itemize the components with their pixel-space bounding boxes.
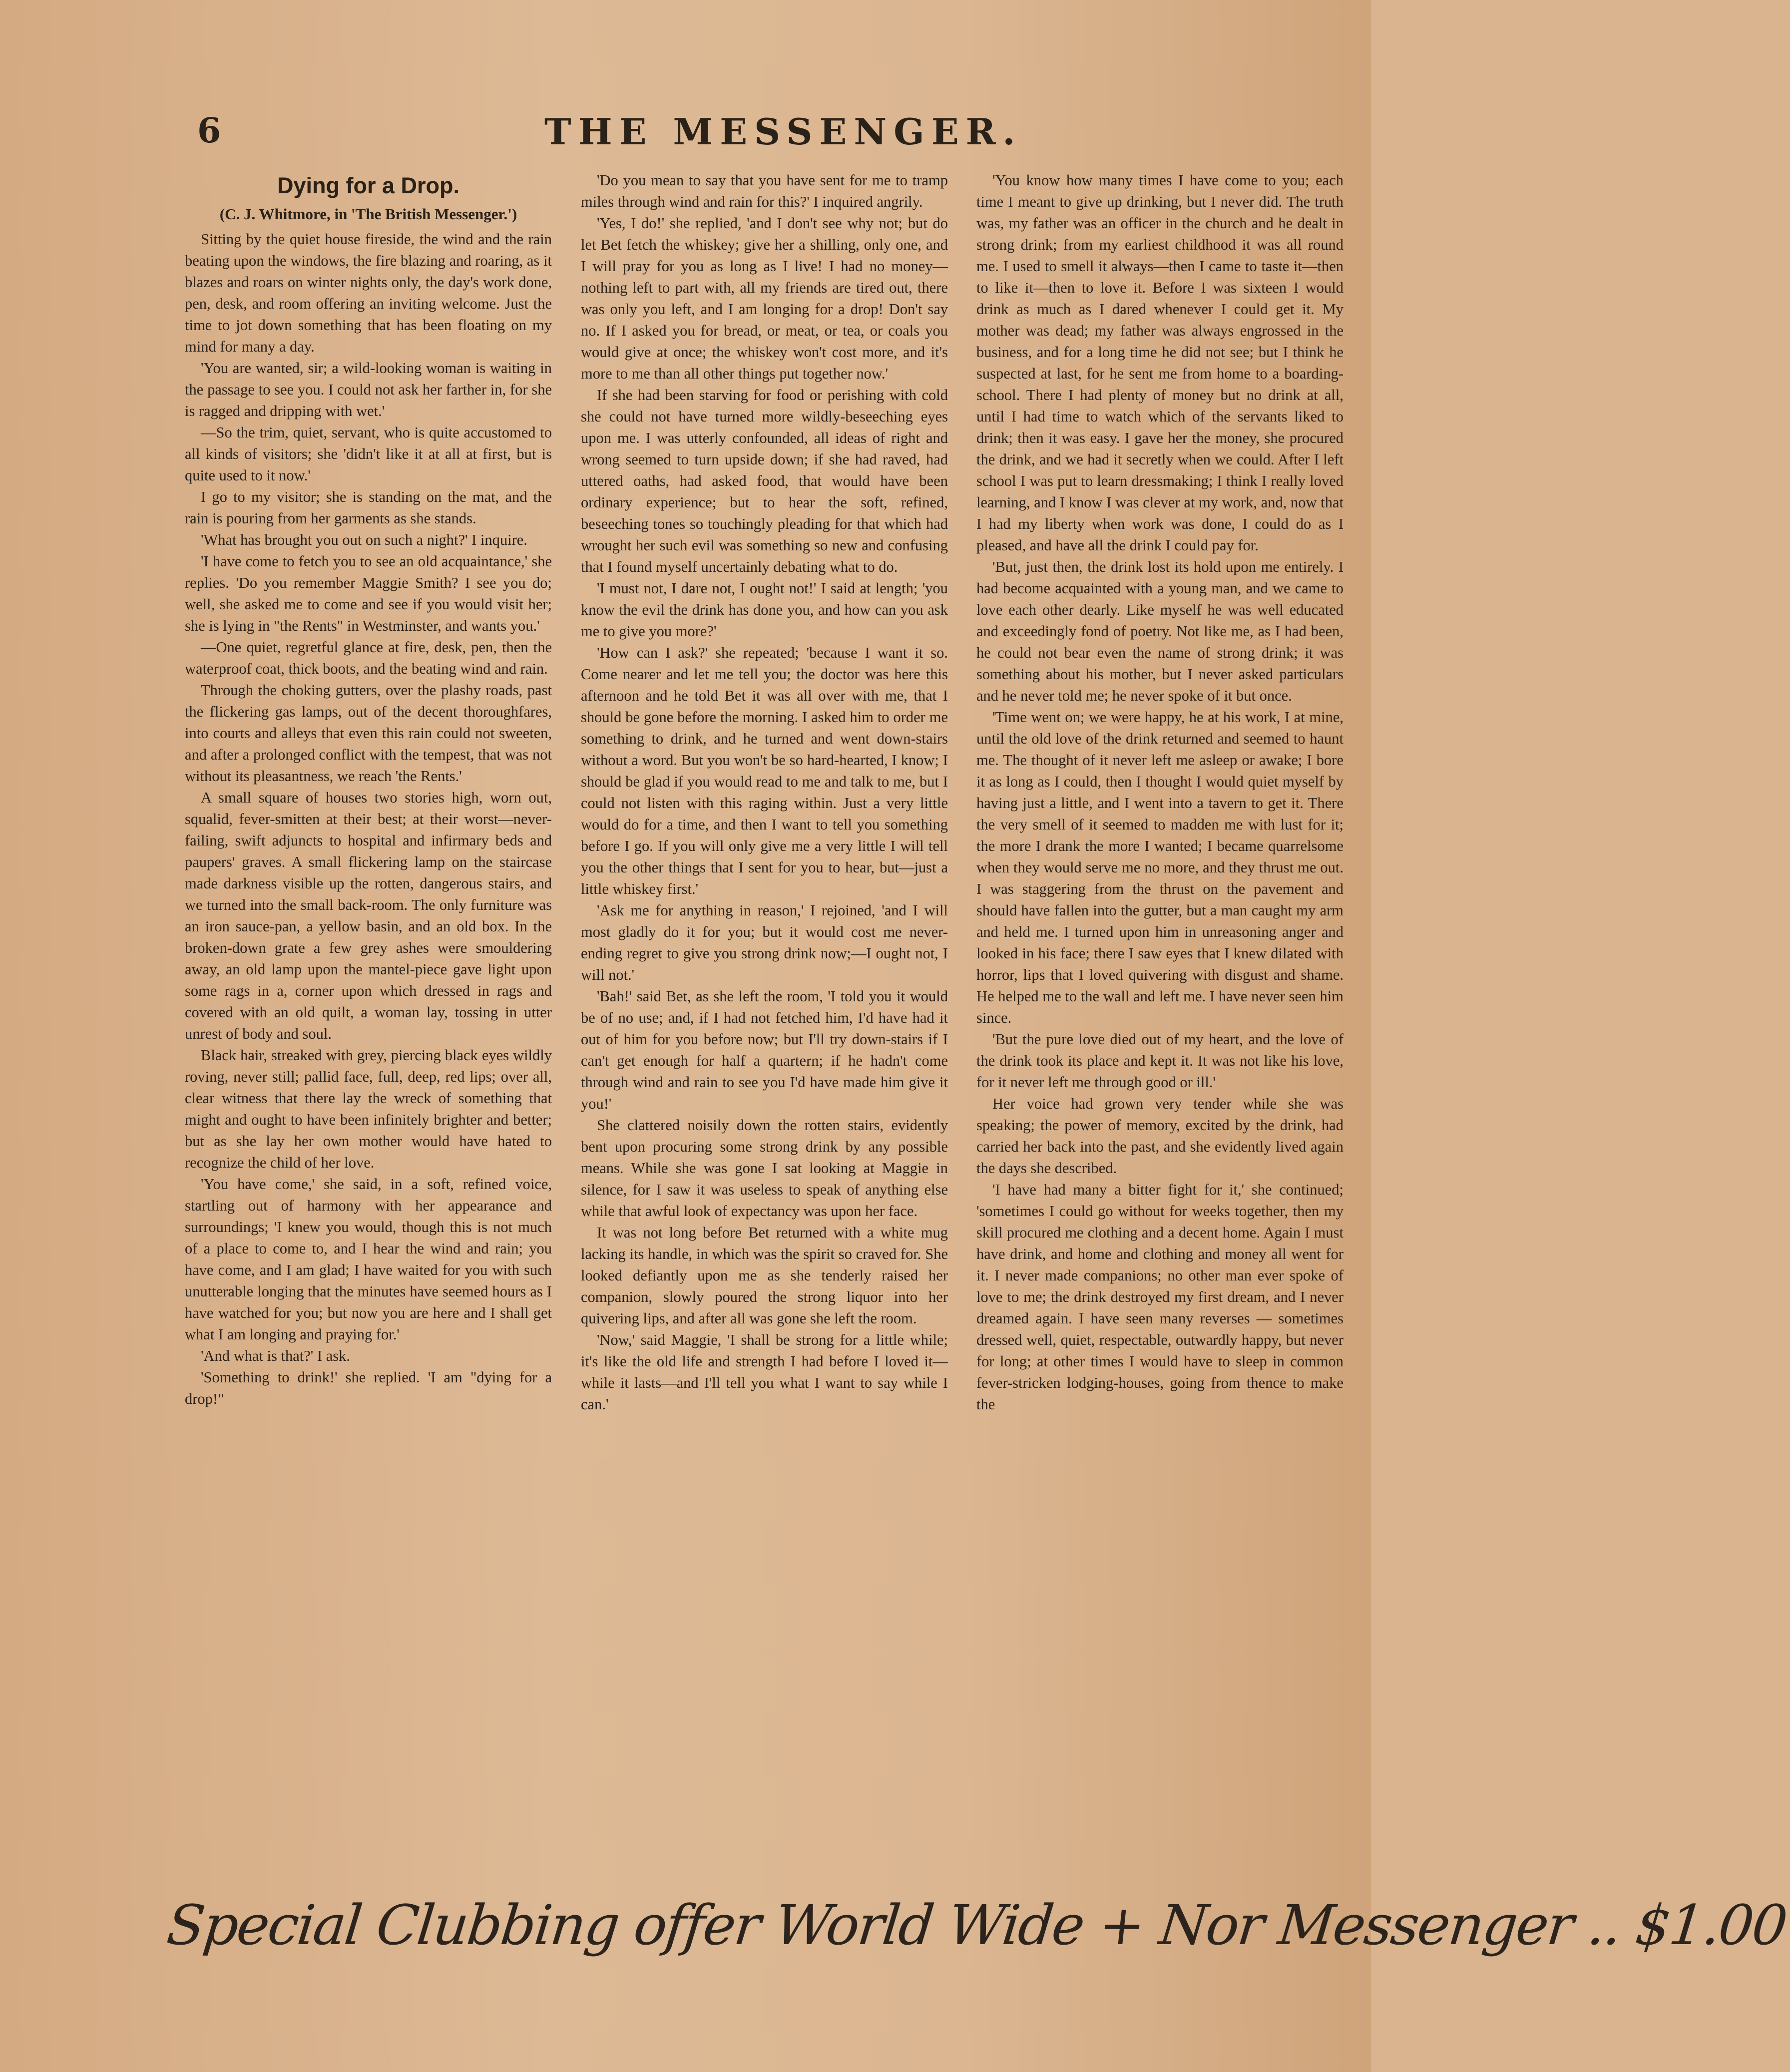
masthead — [197, 110, 1386, 174]
paragraph: 'Bah!' said Bet, as she left the room, 'I told you it would be of no use; and, if I had not fetched him, I'd have had it out of him for you before now; but I'll try down-stairs if I can't get enough for half a quartern; if he hadn't come through wind and rain to see you I'd have made him give it you!' — [581, 988, 948, 1112]
paragraph: 'But, just then, the drink lost its hold upon me entirely. I had become acquainted with a young man, and we came to love each other dearly. Like myself he was well educated and exceedingly fond of poetry. Not like me, as I had been, he could not bear even the name of strong drink; it was something about his mother, but I never asked particulars and he never told me; he never spoke of it but once. — [976, 558, 1343, 704]
paragraph: 'Something to drink!' she replied. 'I am "dying for a drop!" — [185, 1369, 552, 1407]
paragraph: 'And what is that?' I ask. — [201, 1347, 350, 1364]
paragraph: She clattered noisily down the rotten stairs, evidently bent upon procuring some strong drink by any possible means. While she was gone I sat looking at Maggie in silence, for I saw it was useless to speak of anything else while that awful look of expectancy was upon her face. — [581, 1117, 948, 1220]
column-2 — [581, 170, 948, 1863]
paragraph: 'Ask me for anything in reason,' I rejoined, 'and I will most gladly do it for you; but it would cost me never-ending regret to give you strong drink now;—I ought not, I will not.' — [581, 902, 948, 983]
story-byline: (C. J. Whitmore, in 'The British Messenger.') — [219, 205, 517, 223]
paragraph: Through the choking gutters, over the plashy roads, past the flickering gas lamps, out of the decent thoroughfares, into courts and alleys that even this rain could not sweeten, and after a prolonged conflict with the tempest, that was not without its pleasantness, we reach 'the Rents.' — [185, 682, 552, 785]
paragraph: —One quiet, regretful glance at fire, desk, pen, then the waterproof coat, thick boots, and the beating wind and rain. — [185, 639, 552, 677]
paragraph: I go to my visitor; she is standing on the mat, and the rain is pouring from her garments as she stands. — [185, 488, 552, 527]
handwritten-offer-banner: Special Clubbing offer World Wide + Nor Messenger .. $1.00 — [164, 1893, 1790, 1957]
paragraph: 'Do you mean to say that you have sent for me to tramp miles through wind and rain for this?' I inquired angrily. — [581, 172, 948, 210]
column-3 — [976, 170, 1343, 1863]
paragraph: Her voice had grown very tender while she was speaking; the power of memory, excited by the drink, had carried her back into the past, and she evidently lived again the days she described. — [976, 1095, 1343, 1177]
paragraph: 'Yes, I do!' she replied, 'and I don't see why not; but do let Bet fetch the whiskey; give her a shilling, only one, and I will pray for you as long as I live! I had no money—nothing left to part with, all my friends are tired out, there was only you left, and I am longing for a drop! Don't say no. If I asked you for bread, or meat, or tea, or coals you would give at once; the whiskey won't cost more, and it's more to me than all other things put together now.' — [581, 215, 948, 382]
paragraph: 'You know how many times I have come to you; each time I meant to give up drinking, but I never did. The truth was, my father was an officer in the church and he dealt in strong drink; from my earliest childhood it was all round me. I used to smell it always—then I came to taste it—then to like it—then to love it. Before I was sixteen I would drink as much as I dared whenever I could get it. My mother was dead; my father was always engrossed in the business, and for a long time he did not see; but I think he suspected at last, for he sent me from home to a boarding-school. There I had plenty of money but no drink at all, until I had time to watch which of the servants liked to drink; then it was easy. I gave her the money, she procured the drink, and we had it secretly when we could. After I left school I was put to learn dressmaking; I think I really loved learning, and I know I was clever at my work, and, now that I had my liberty when work was done, I could do as I pleased, and have all the drink I could pay for. — [976, 172, 1343, 554]
paragraph: Sitting by the quiet house fireside, the wind and the rain beating upon the windows, the fire blazing and roaring, as it blazes and roars on winter nights only, the day's work done, pen, desk, and room offering an inviting welcome. Just the time to jot down something that has been floating on my mind for many a day. — [185, 231, 552, 355]
page-number: 6 — [197, 111, 221, 151]
article-columns — [185, 170, 1343, 1863]
paragraph: 'You are wanted, sir; a wild-looking woman is waiting in the passage to see you. I could not ask her farther in, for she is ragged and dripping with wet.' — [185, 360, 552, 419]
paragraph: 'I must not, I dare not, I ought not!' I said at length; 'you know the evil the drink has done you, and how can you ask me to give you more?' — [581, 580, 948, 640]
paragraph: 'Now,' said Maggie, 'I shall be strong for a little while; it's like the old life and strength I had before I loved it—while it lasts—and I'll tell you what I want to say while I can.' — [581, 1331, 948, 1413]
paragraph: A small square of houses two stories high, worn out, squalid, fever-smitten at their best; at their worst—never-failing, swift adjuncts to hospital and infirmary beds and paupers' graves. A small flickering lamp on the staircase made darkness visible up the rotten, dangerous stairs, and we turned into the small back-room. The only furniture was an iron sauce-pan, a yellow basin, and an old box. In the broken-down grate a few grey ashes were smouldering away, an old lamp upon the mantel-piece gave light upon some rags in a, corner upon which dressed in rags and covered with an old quilt, a woman lay, tossing in utter unrest of body and soul. — [185, 789, 552, 1042]
paragraph: If she had been starving for food or perishing with cold she could not have turned more wildly-beseeching eyes upon me. I was utterly confounded, all ideas of right and wrong seemed to turn upside down; if she had raved, had uttered oaths, had asked food, that would have been ordinary experience; but to hear the soft, refined, beseeching tones so touchingly pleading for that which had wrought her such evil was something so new and confusing that I found myself uncertainly debating what to do. — [581, 387, 948, 575]
paragraph: 'I have come to fetch you to see an old acquaintance,' she replies. 'Do you remember Maggie Smith? I see you do; well, she asked me to come and see if you would visit her; she is lying in "the Rents" in Westminster, and wants you.' — [185, 553, 552, 634]
column-1 — [185, 170, 552, 1863]
paragraph: It was not long before Bet returned with a white mug lacking its handle, in which was the spirit so craved for. She looked defiantly upon me as she tenderly raised her companion, slowly poured the strong liquor into her quivering lips, and after all was gone she left the room. — [581, 1224, 948, 1327]
story-title: Dying for a Drop. — [277, 173, 459, 198]
paragraph: —So the trim, quiet, servant, who is quite accustomed to all kinds of visitors; she 'didn't like it at all at first, but is quite used to it now.' — [185, 424, 552, 484]
paragraph: 'Time went on; we were happy, he at his work, I at mine, until the old love of the drink returned and seemed to haunt me. The thought of it never left me asleep or awake; I bore it as long as I could, then I thought I would quiet myself by having just a little, and I went into a tavern to get it. There the very smell of it seemed to madden me with lust for it; the more I drank the more I wanted; I became quarrelsome when they would serve me no more, and they thrust me out. I was staggering from the thrust on the pavement and should have fallen into the gutter, but a man caught my arm and held me. I turned upon him in unreasoning anger and looked in his face; there I saw eyes that I knew dilated with horror, lips that I loved quivering with disgust and shame. He helped me to the wall and left me. I have never seen him since. — [976, 709, 1343, 1026]
paragraph: 'What has brought you out on such a night?' I inquire. — [201, 531, 527, 548]
paragraph: 'I have had many a bitter fight for it,' she continued; 'sometimes I could go without for weeks together, then my skill procured me clothing and a decent home. Again I must have drink, and home and clothing and money all went for it. I never made companions; no other man ever spoke of love to me; the drink destroyed my first dream, and I never dreamed again. I have seen many reverses — sometimes dressed well, quiet, respectable, outwardly happy, but never for long; at other times I would have to sleep in common fever-stricken lodging-houses, going from thence to make the — [976, 1181, 1343, 1413]
paragraph: 'How can I ask?' she repeated; 'because I want it so. Come nearer and let me tell you; the doctor was here this afternoon and he told Bet it was all over with me, that I should be gone before the morning. I asked him to order me something to drink, and he turned and went down-stairs without a word. But you won't be so hard-hearted, I know; I should be glad if you would read to me and talk to me, but I could not listen with this raging within. Just a very little would do for a time, and then I want to tell you something before I go. If you will only give me a very little I will tell you the other things that I sent for you to hear, but—just a little whiskey first.' — [581, 644, 948, 897]
paragraph: Black hair, streaked with grey, piercing black eyes wildly roving, never still; pallid face, full, deep, red lips; over all, clear witness that there lay the wreck of something that might and ought to have been infinitely brighter and better; but as she lay her own mother would have hated to recognize the child of her love. — [185, 1047, 552, 1171]
paragraph: 'You have come,' she said, in a soft, refined voice, startling out of harmony with her appearance and surroundings; 'I knew you would, though this is not much of a place to come to, and I hear the wind and rain; you have come, and I am glad; I have waited for you with such unutterable longing that the minutes have seemed hours as I have watched for you; but now you are here and I shall get what I am longing and praying for.' — [185, 1176, 552, 1343]
paragraph: 'But the pure love died out of my heart, and the love of the drink took its place and kept it. It was not like his love, for it never left me through good or ill.' — [976, 1031, 1343, 1091]
paper-title: THE MESSENGER. — [544, 110, 1022, 153]
column-1-text — [185, 229, 552, 1410]
